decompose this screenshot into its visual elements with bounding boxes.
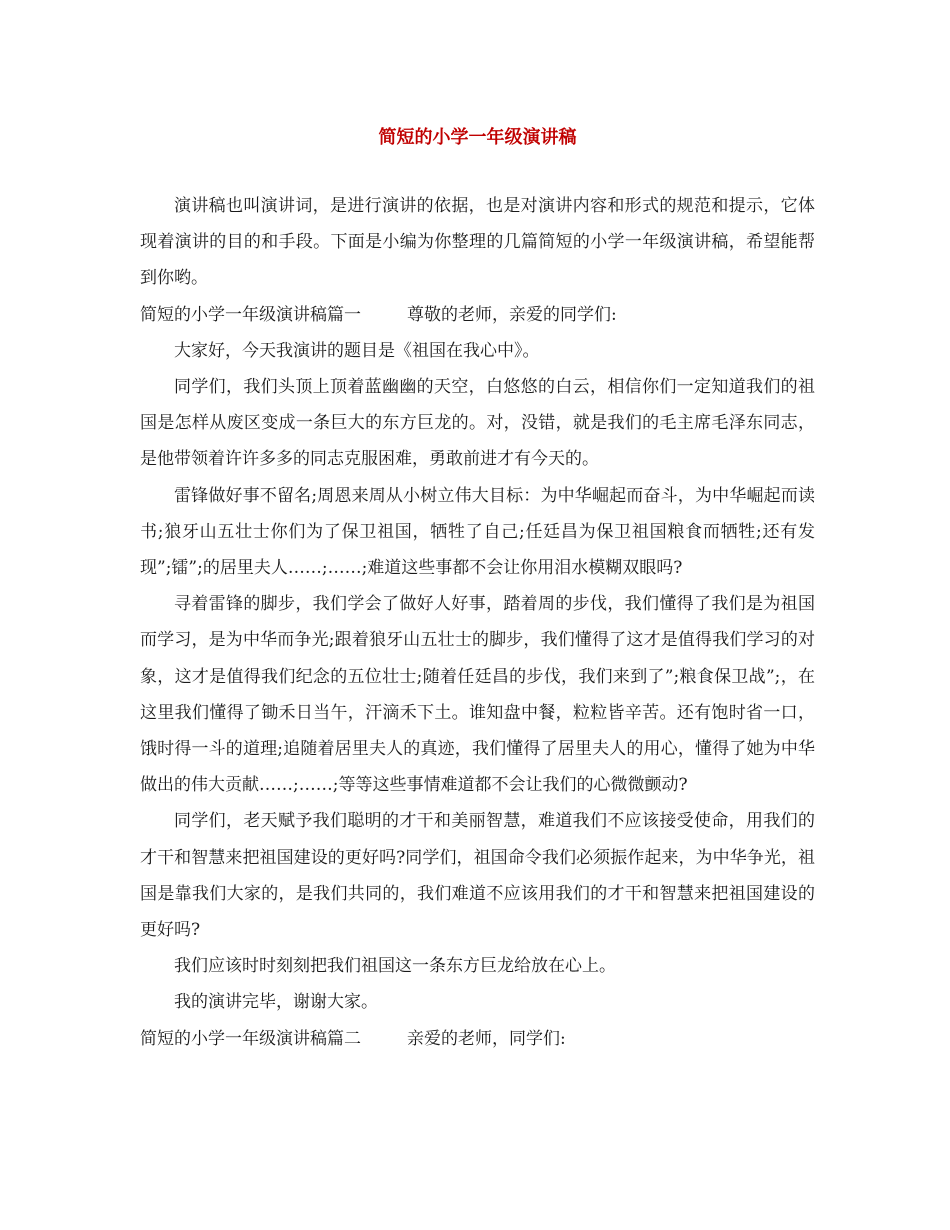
salutation-2: 亲爱的老师，同学们: <box>407 1028 566 1049</box>
document-title: 简短的小学一年级演讲稿 <box>378 127 577 148</box>
body-paragraph: 我们应该时时刻刻把我们祖国这一条东方巨龙给放在心上。 <box>174 956 616 977</box>
salutation-1: 尊敬的老师，亲爱的同学们: <box>407 304 617 325</box>
body-paragraph: 雷锋做好事不留名;周恩来周从小树立伟大目标：为中华崛起而奋斗，为中华崛起而读书;狼牙山五壮士你们为了保卫祖国，牺牲了自己;任廷昌为保卫祖国粮食而牺牲;还有发现”;镭”;的居里夫人……;……;难道这些事都不会让你用泪水模糊双眼吗? <box>140 485 815 579</box>
section-heading-1: 简短的小学一年级演讲稿篇一 <box>140 304 361 325</box>
body-paragraph: 同学们，我们头顶上顶着蓝幽幽的天空，白悠悠的白云，相信你们一定知道我们的祖国是怎样从废区变成一条巨大的东方巨龙的。对，没错，就是我们的毛主席毛泽东同志，是他带领着许许多多的同志克服困难，勇敢前进才有今天的。 <box>140 377 815 470</box>
intro-paragraph: 演讲稿也叫演讲词，是进行演讲的依据，也是对演讲内容和形式的规范和提示，它体现着演讲的目的和手段。下面是小编为你整理的几篇简短的小学一年级演讲稿，希望能帮到你哟。 <box>140 196 815 289</box>
section-heading-line-2 <box>140 1021 815 1057</box>
document-body <box>140 188 815 1057</box>
body-paragraph: 同学们，老天赋予我们聪明的才干和美丽智慧，难道我们不应该接受使命，用我们的才干和智慧来把祖国建设的更好吗?同学们，祖国命令我们必须振作起来，为中华争光，祖国是靠我们大家的，是我们共同的，我们难道不应该用我们的才干和智慧来把祖国建设的更好吗? <box>140 811 815 941</box>
section-heading-line-1 <box>140 297 815 333</box>
body-paragraph: 寻着雷锋的脚步，我们学会了做好人好事，踏着周的步伐，我们懂得了我们是为祖国而学习，是为中华而争光;跟着狼牙山五壮士的脚步，我们懂得了这才是值得我们学习的对象，这才是值得我们纪念的五位壮士;随着任廷昌的步伐，我们来到了”;粮食保卫战”;，在这里我们懂得了锄禾日当午，汗滴禾下土。谁知盘中餐，粒粒皆辛苦。还有饱时省一口，饿时得一斗的道理;追随着居里夫人的真迹，我们懂得了居里夫人的用心，懂得了她为中华做出的伟大贡献……;……;等等这些事情难道都不会让我们的心微微颤动? <box>140 594 815 796</box>
body-paragraph: 我的演讲完毕，谢谢大家。 <box>174 992 378 1013</box>
section-heading-2: 简短的小学一年级演讲稿篇二 <box>140 1028 361 1049</box>
body-paragraph: 大家好，今天我演讲的题目是《祖国在我心中》。 <box>174 340 540 361</box>
